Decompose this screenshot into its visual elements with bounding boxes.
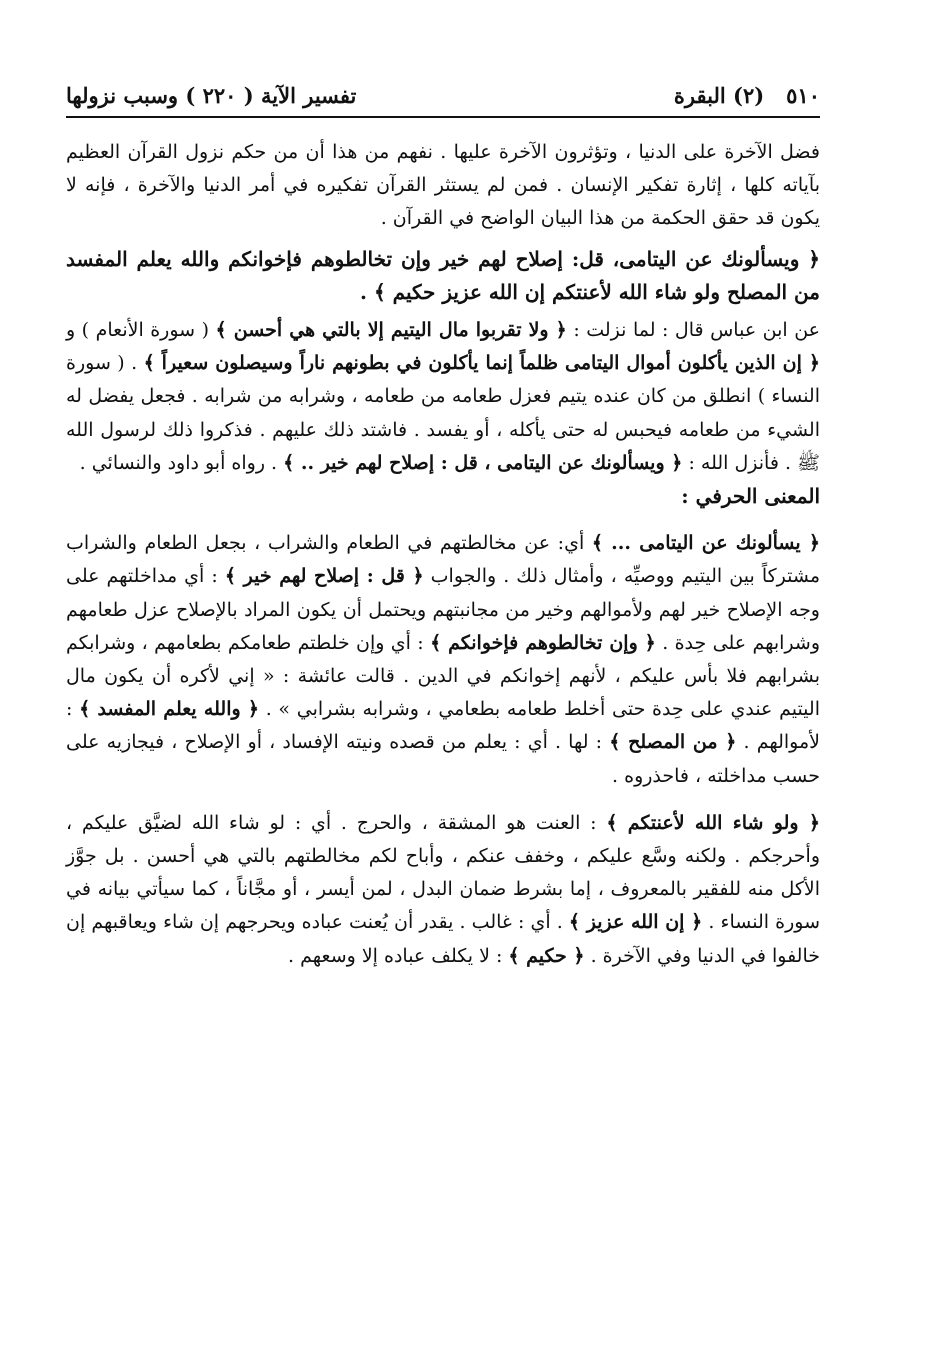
meaning-text: : أي وإن خلطتم طعامكم بطعامهم ، وشرابكم بشرابهم فلا بأس عليكم ، لأنهم إخوانكم في الدين . قالت عائشة : « إني لأكره أن يكون مال اليتيم عندي على حِدة حتى أخلط طعامه بطعامي ، وشرابه بشرابي » . xyxy=(66,631,820,721)
page-number: ٥١٠ xyxy=(786,83,820,108)
sabab-paragraph xyxy=(66,314,820,480)
header-right xyxy=(674,83,820,108)
quoted-verse: ﴿ قل : إصلاح لهم خير ﴾ xyxy=(224,565,424,588)
page-body xyxy=(66,136,820,973)
meaning-paragraph-1 xyxy=(66,527,820,793)
meaning-paragraph-2 xyxy=(66,807,820,973)
quoted-verse: ﴿ إن الذين يأكلون أموال اليتامى ظلماً إنما يأكلون في بطونهم ناراً وسيصلون سعيراً ﴾ xyxy=(143,352,821,375)
meaning-text: : العنت هو المشقة ، والحرج . أي : لو شاء الله لضيَّق عليكم ، وأحرجكم . ولكنه وسَّع عليكم ، وخفف عنكم ، وأباح لكم مخالطتهم بالتي هي أحسن . بل جوَّز الأكل منه للفقير بالمعروف ، إما بشرط ضمان البدل ، لمن أيسر ، أو مجَّاناً ، كما سيأتي بيانه في سورة النساء . xyxy=(66,811,820,934)
quoted-verse: ﴿ وإن تخالطوهم فإخوانكم ﴾ xyxy=(430,631,656,654)
quoted-verse: ﴿ والله يعلم المفسد ﴾ xyxy=(79,698,260,721)
section-heading: المعنى الحرفي : xyxy=(681,484,820,509)
sabab-text: . ( سورة النساء ) انطلق من كان عنده يتيم فعزل طعامه من طعامه ، وشرابه من شرابه . فجعل يفضل له الشيء من طعامه فيحبس له حتى يأكله ، أو يفسد . فاشتد ذلك عليهم . فذكروا ذلك لرسول الله ﷺ . فأنزل الله : xyxy=(66,352,820,474)
page-header xyxy=(66,78,820,118)
quoted-verse: ﴿ إن الله عزيز ﴾ xyxy=(568,911,703,934)
intro-paragraph: فضل الآخرة على الدنيا ، وتؤثرون الآخرة عليها . نفهم من هذا أن من حكم نزول القرآن العظيم بآياته كلها ، إثارة تفكير الإنسان . فمن لم يستثر القرآن تفكيره في أمر الدنيا والآخرة ، فإنه لا يكون قد حقق الحكمة من هذا البيان الواضح في القرآن . xyxy=(66,141,820,230)
meaning-text: : أي مداخلتهم على وجه الإصلاح خير لهم ولأموالهم وخير من مجانبتهم ويحتمل أن يكون المراد بالإصلاح عزل طعامهم وشرابهم على حِدة . xyxy=(66,565,820,654)
sabab-text: عن ابن عباس قال : لما نزلت : xyxy=(566,319,820,342)
meaning-text: : لها . أي : يعلم من قصده ونيته الإفساد ، أو الإصلاح ، فيجازيه على حسب مداخلته ، فاحذروه . xyxy=(66,731,820,787)
meaning-text: أي: عن مخالطتهم في الطعام والشراب ، بجعل الطعام والشراب مشتركاً بين اليتيم ووصيِّه ، وأمثال ذلك . والجواب xyxy=(66,532,820,588)
quoted-verse: ﴿ ولا تقربوا مال اليتيم إلا بالتي هي أحسن ﴾ xyxy=(215,319,567,342)
quoted-verse: ﴿ من المصلح ﴾ xyxy=(609,731,737,754)
sabab-text: ( سورة الأنعام ) و xyxy=(66,319,216,342)
surah-name: (٢) البقرة xyxy=(673,83,765,108)
quoted-verse: ﴿ ويسألونك عن اليتامى ، قل : إصلاح لهم خير .. ﴾ xyxy=(283,451,683,474)
meaning-text: . أي : غالب . يقدر أن يُعنت عباده ويحرجهم إن شاء ويعاقبهم إن خالفوا في الدنيا وفي الآخرة . xyxy=(66,911,820,967)
quoted-verse: ﴿ يسألونك عن اليتامى ... ﴾ xyxy=(591,532,820,555)
running-title: تفسير الآية ( ٢٢٠ ) وسبب نزولها xyxy=(66,83,357,108)
quran-verse: ﴿ ويسألونك عن اليتامى، قل: إصلاح لهم خير وإن تخالطوهم فإخوانكم والله يعلم المفسد من المصلح ولو شاء الله لأعنتكم إن الله عزيز حكيم ﴾ . xyxy=(66,246,820,304)
quoted-verse: ﴿ حكيم ﴾ xyxy=(508,944,585,967)
sabab-text: . رواه أبو داود والنسائي . xyxy=(79,451,284,474)
meaning-text: : لا يكلف عباده إلا وسعهم . xyxy=(288,944,509,967)
quoted-verse: ﴿ ولو شاء الله لأعنتكم ﴾ xyxy=(606,811,820,834)
meaning-text: : لأموالهم . xyxy=(66,698,821,754)
